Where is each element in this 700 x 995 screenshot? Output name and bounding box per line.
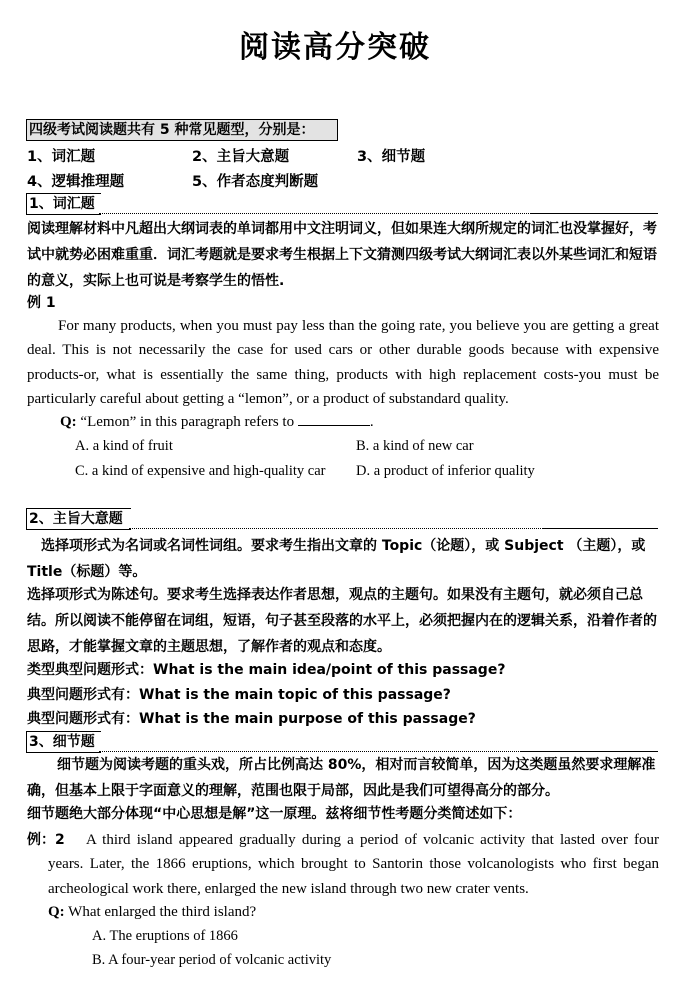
section-heading-detail: 3、细节题 bbox=[26, 731, 101, 753]
typical-question-2: 典型问题形式有：What is the main topic of this passage? bbox=[27, 687, 451, 703]
section-heading-main-idea: 2、主旨大意题 bbox=[26, 508, 131, 530]
question-type-item: 1、词汇题 bbox=[27, 149, 96, 165]
question-type-item: 2、主旨大意题 bbox=[192, 149, 290, 165]
question-type-item: 5、作者态度判断题 bbox=[192, 174, 319, 190]
answer-option: C. a kind of expensive and high-quality car bbox=[75, 463, 326, 479]
example-label: 例 1 bbox=[27, 295, 56, 311]
answer-option: B. a kind of new car bbox=[356, 438, 474, 454]
vocabulary-description: 阅读理解材料中凡超出大纲词表的单词都用中文注明词义，但如果连大纲所规定的词汇也没掌握好，考试中就势必困难重重．词汇考题就是要求考生根据上下文猜测四级考试大纲词汇表以外某些词汇和短语的意义，实际上也可说是考察学生的悟性. bbox=[27, 221, 657, 289]
intro-heading: 四级考试阅读题共有 5 种常见题型，分别是： bbox=[26, 119, 338, 141]
question-line bbox=[60, 413, 374, 431]
question-text: What enlarged the third island? bbox=[68, 904, 257, 920]
typical-question-1: 类型典型问题形式：What is the main idea/point of this passage? bbox=[27, 662, 506, 678]
question-text: “Lemon” in this paragraph refers to bbox=[80, 414, 295, 430]
section-divider bbox=[99, 213, 529, 214]
detail-description-1: 细节题为阅读考题的重头戏，所占比例高达 80%，相对而言较简单，因为这类题虽然要求理解准确，但基本上限于字面意义的理解，范围也限于局部，因此是我们可望得高分的部分。 bbox=[27, 757, 656, 799]
section-heading-vocabulary: 1、词汇题 bbox=[26, 193, 101, 215]
section-divider bbox=[530, 213, 658, 214]
answer-option: B. A four-year period of volcanic activity bbox=[92, 952, 332, 968]
section-divider bbox=[129, 528, 541, 529]
answer-option: A. The eruptions of 1866 bbox=[92, 928, 238, 944]
main-idea-description-1: 选择项形式为名词或名词性词组。要求考生指出文章的 Topic（论题），或 Subject （主题），或 Title（标题）等。 bbox=[27, 538, 646, 580]
typical-question-3: 典型问题形式有：What is the main purpose of this passage? bbox=[27, 711, 476, 727]
example-passage: A third island appeared gradually during a period of volcanic activity that lasted over four years. Later, the 1866 eruptions, which brought to Santorin those volcanologists who first began archeological work there, enlarged the new island through two new crater vents. bbox=[48, 832, 659, 897]
question-type-item: 3、细节题 bbox=[357, 149, 426, 165]
question-label: Q: bbox=[60, 414, 77, 430]
detail-description-2: 细节题绝大部分体现“中心思想是解”这一原理。兹将细节性考题分类简述如下： bbox=[27, 806, 522, 822]
question-period: . bbox=[369, 414, 374, 430]
example-passage: For many products, when you must pay less than the going rate, you believe you are getting a great deal. This is not necessarily the case for used cars or other durable goods because with expensive products-or, what is essentially the same thing, products with high replacement costs-you must be particularly careful about getting a “lemon”, or a product of substandard quality. bbox=[27, 318, 659, 407]
section-divider bbox=[542, 528, 658, 529]
question-label: Q: bbox=[48, 904, 65, 920]
main-idea-description-2: 选择项形式为陈述句。要求考生选择表达作者思想，观点的主题句。如果没有主题句，就必须自己总结。所以阅读不能停留在词组，短语，句子甚至段落的水平上，必须把握内在的逻辑关系，沿着作者的思路，才能掌握文章的主题思想，了解作者的观点和态度。 bbox=[27, 587, 657, 655]
example-label: 例：2 bbox=[27, 832, 65, 848]
answer-blank bbox=[298, 413, 370, 426]
question-type-item: 4、逻辑推理题 bbox=[27, 174, 125, 190]
page-title: 阅读高分突破 bbox=[239, 30, 431, 65]
question-line bbox=[48, 904, 256, 921]
answer-option: A. a kind of fruit bbox=[75, 438, 173, 454]
answer-option: D. a product of inferior quality bbox=[356, 463, 535, 479]
